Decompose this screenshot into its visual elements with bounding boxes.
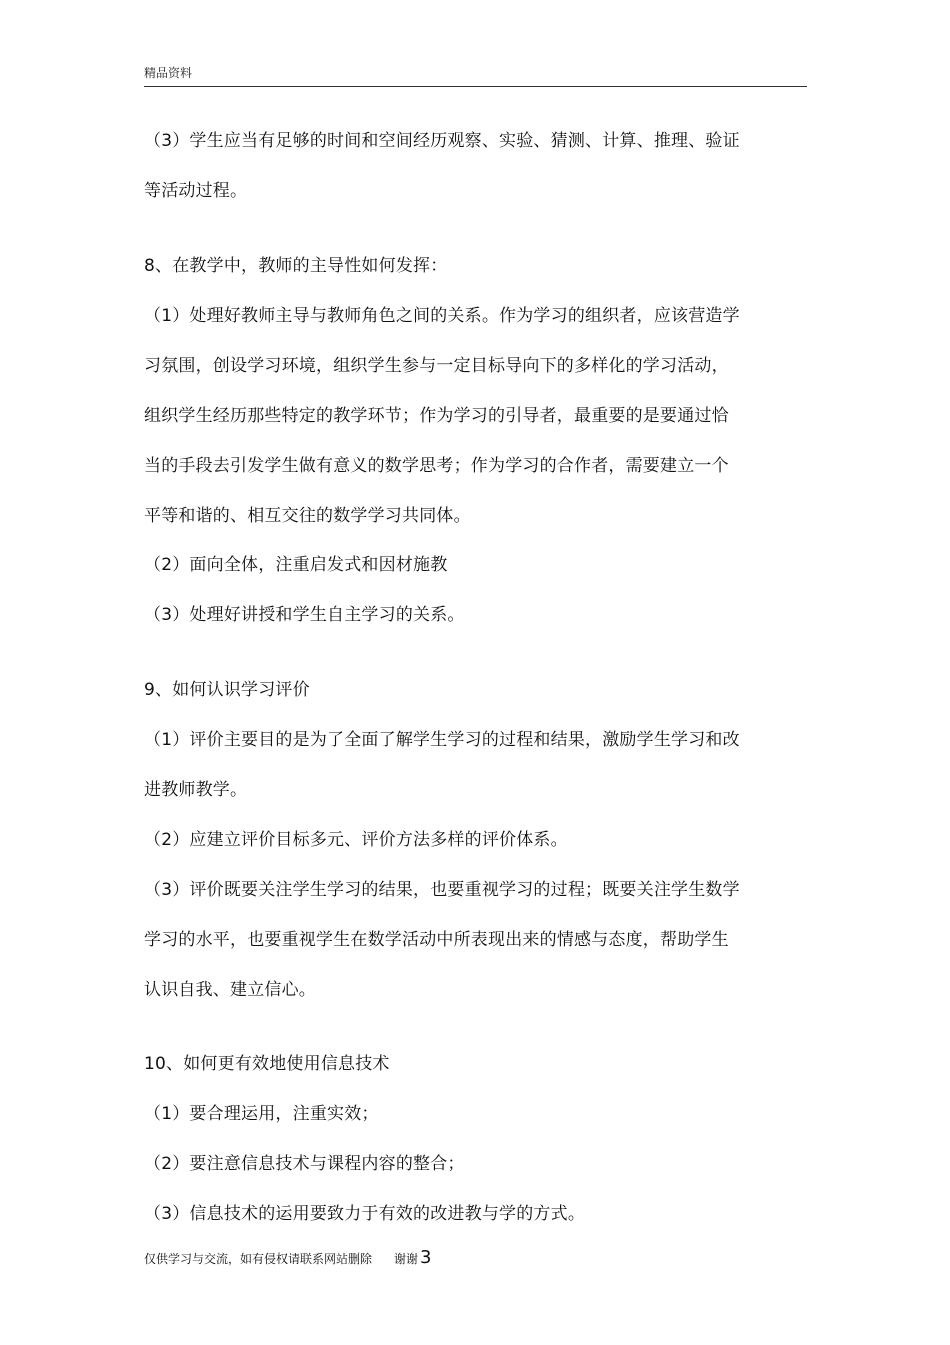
section-heading-9: 9、如何认识学习评价 (144, 680, 310, 700)
text-line: 认识自我、建立信心。 (144, 980, 316, 1000)
text-line: 学习的水平，也要重视学生在数学活动中所表现出来的情感与态度，帮助学生 (144, 930, 729, 950)
text-line: 组织学生经历那些特定的教学环节；作为学习的引导者，最重要的是要通过恰 (144, 406, 729, 426)
text-line: 平等和谐的、相互交往的数学学习共同体。 (144, 506, 471, 526)
text-line: （1）处理好教师主导与教师角色之间的关系。作为学习的组织者，应该营造学 (144, 306, 740, 326)
text-line: 当的手段去引发学生做有意义的数学思考；作为学习的合作者，需要建立一个 (144, 456, 729, 476)
footer-notice: 仅供学习与交流，如有侵权请联系网站删除 (144, 1252, 373, 1266)
text-line: （3）处理好讲授和学生自主学习的关系。 (144, 605, 465, 625)
page-footer (144, 1249, 431, 1268)
header-label: 精品资料 (144, 66, 193, 80)
text-line: （2）要注意信息技术与课程内容的整合； (144, 1154, 465, 1174)
section-heading-8: 8、在教学中，教师的主导性如何发挥： (144, 256, 448, 276)
text-line: （3）评价既要关注学生学习的结果，也要重视学习的过程；既要关注学生数学 (144, 880, 740, 900)
text-line: 等活动过程。 (144, 181, 248, 201)
text-line: （3）信息技术的运用要致力于有效的改进教与学的方式。 (144, 1204, 586, 1224)
text-line: （2）面向全体，注重启发式和因材施教 (144, 555, 448, 575)
page-header (144, 66, 807, 87)
text-line: 习氛围，创设学习环境，组织学生参与一定目标导向下的多样化的学习活动， (144, 356, 729, 376)
text-line: （1）评价主要目的是为了全面了解学生学习的过程和结果，激励学生学习和改 (144, 730, 740, 750)
text-line: （3）学生应当有足够的时间和空间经历观察、实验、猜测、计算、推理、验证 (144, 131, 740, 151)
text-line: （2）应建立评价目标多元、评价方法多样的评价体系。 (144, 830, 568, 850)
section-heading-10: 10、如何更有效地使用信息技术 (144, 1054, 390, 1074)
page-number: 3 (420, 1247, 432, 1268)
footer-thanks: 谢谢 (394, 1252, 419, 1266)
text-line: （1）要合理运用，注重实效； (144, 1104, 379, 1124)
text-line: 进教师教学。 (144, 780, 248, 800)
